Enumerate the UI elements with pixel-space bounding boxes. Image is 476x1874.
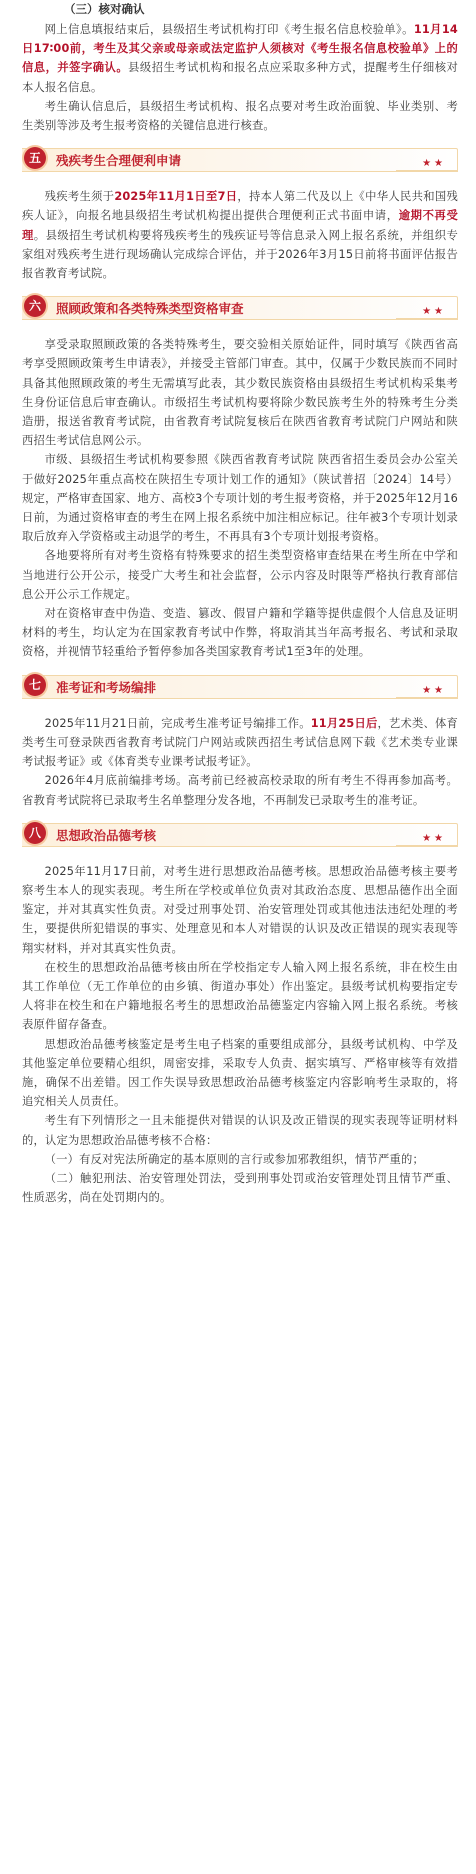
star-icon: ★★ [422, 684, 446, 696]
s6-paragraph-2: 市级、县级招生考试机构要参照《陕西省教育考试院 陕西省招生委员会办公室关于做好2025年重点高校在陕招生专项计划工作的通知》（陕试普招〔2024〕14号）规定，严格审查国家、地方、高校3个专项计划的考生报考资格，并于2025年12月16日前，为通过资格审查的考生在网上报名系统中加注相应标记。往年被3个专项计划录取后放弃入学资格或主动退学的考生，不再具有3个专项计划报考资格。 [22, 453, 458, 544]
section-title: 思想政治品德考核 [56, 827, 157, 843]
s3-deadline-highlight: 11月14日17∶00前，考生及其父亲或母亲或法定监护人须核对《考生报名信息校验单》上的信息，并签字确认。 [22, 23, 458, 75]
section-number-badge: 七 [24, 674, 46, 696]
section-underline [396, 170, 458, 172]
s8-paragraph-1: 2025年11月17日前，对考生进行思想政治品德考核。思想政治品德考核主要考察考生本人的现实表现。考生所在学校或单位负责对其政治态度、思想品德作出全面鉴定，并对其真实性负责。对受过刑事处罚、治安管理处罚或其他违法违纪处理的考生，要提供所犯错误的事实、处理意见和本人对错误的认识及改正错误的现实表现等翔实材料，并对其真实性负责。 [22, 864, 458, 955]
s5-paragraph-1: 残疾考生须于2025年11月1日至7日，持本人第二代及以上《中华人民共和国残疾人证》，向报名地县级招生考试机构提出提供合理便利正式书面申请，逾期不再受理。县级招生考试机构要将残疾考生的残疾证号等信息录入网上报名系统，并组织专家组对残疾考生进行现场确认完成综合评估，并于2026年3月15日前将书面评估报告报省教育考试院。 [22, 190, 458, 281]
s7-paragraph-1: 2025年11月21日前，完成考生准考证号编排工作。11月25日后，艺术类、体育类考生可登录陕西省教育考试院门户网站或陕西招生考试信息网下载《艺术类专业课考试报考证》或《体育类专业课考试报考证》。 [22, 716, 459, 769]
s3-paragraph-2: 考生确认信息后，县级招生考试机构、报名点要对考生政治面貌、毕业类别、考生类别等涉及考生报考资格的关键信息进行核查。 [22, 99, 458, 133]
section-number-badge: 六 [24, 295, 46, 317]
section-number-badge: 八 [24, 822, 46, 844]
section-title: 准考证和考场编排 [56, 679, 157, 695]
section-header-6 [22, 294, 458, 320]
star-icon: ★★ [422, 832, 446, 844]
section-title: 照顾政策和各类特殊类型资格审查 [56, 301, 244, 317]
s3-paragraph-1: 网上信息填报结束后，县级招生考试机构打印《考生报名信息校验单》。11月14日17∶00前，考生及其父亲或母亲或法定监护人须核对《考生报名信息校验单》上的信息，并签字确认。县级招生考试机构和报名点应采取多种方式，提醒考生仔细核对本人报名信息。 [22, 23, 458, 94]
section-underline [396, 697, 458, 699]
section-number-badge: 五 [24, 147, 46, 169]
s7-date-highlight: 11月25日后 [310, 716, 378, 730]
section-header-5 [22, 146, 458, 172]
s8-paragraph-4: 考生有下列情形之一且未能提供对错误的认识及改正错误的现实表现等证明材料的，认定为思想政治品德考核不合格： [22, 1114, 458, 1147]
section-title: 残疾考生合理便利申请 [56, 153, 182, 169]
section-header-8 [22, 821, 458, 847]
s8-paragraph-3: 思想政治品德考核鉴定是考生电子档案的重要组成部分，县级考试机构、中学及其他鉴定单位要精心组织，周密安排，采取专人负责、据实填写、严格审核等有效措施，确保不出差错。因工作失误导致思想政治品德考核鉴定内容影响考生录取的，将追究相关人员责任。 [22, 1037, 458, 1109]
s8-paragraph-5: （一）有反对宪法所确定的基本原则的言行或参加邪教组织，情节严重的； [44, 1152, 424, 1166]
star-icon: ★★ [422, 306, 446, 318]
section-header-7 [22, 673, 458, 699]
section-underline [396, 318, 458, 320]
s5-overdue-highlight: 逾期不再受理 [22, 209, 458, 242]
s6-paragraph-4: 对在资格审查中伪造、变造、篡改、假冒户籍和学籍等提供虚假个人信息及证明材料的考生，均认定为在国家教育考试中作弊，将取消其当年高考报名、考试和录取资格，并视情节轻重给予暂停参加各类国家教育考试1至3年的处理。 [22, 607, 458, 659]
s5-date-highlight: 2025年11月1日至7日 [114, 190, 238, 204]
star-icon: ★★ [422, 158, 446, 170]
s8-paragraph-2: 在校生的思想政治品德考核由所在学校指定专人输入网上报名系统，非在校生由其工作单位（无工作单位的由乡镇、街道办事处）作出鉴定。县级考试机构要指定专人将非在校生和在户籍地报名考生的思想政治品德鉴定内容输入网上报名系统。考核表原件留存备查。 [22, 960, 458, 1032]
section-underline [396, 845, 458, 847]
s7-paragraph-2: 2026年4月底前编排考场。高考前已经被高校录取的所有考生不得再参加高考。省教育考试院将已录取考生名单整理分发各地，不再制发已录取考生的准考证。 [22, 774, 458, 807]
sub-heading-verification: （三）核对确认 [64, 2, 145, 16]
s6-paragraph-3: 各地要将所有对考生资格有特殊要求的招生类型资格审查结果在考生所在中学和当地进行公开公示，接受广大考生和社会监督，公示内容及时限等严格执行教育部信息公开公示工作规定。 [22, 549, 458, 601]
s6-paragraph-1: 享受录取照顾政策的各类特殊考生，要交验相关原始证件，同时填写《陕西省高考享受照顾政策考生申请表》，并接受主管部门审查。其中，仅属于少数民族而不同时具备其他照顾政策的考生无需填写此表，其少数民族资格由县级招生考试机构采集考生身份证信息后审查确认。市级招生考试机构要将除少数民族考生外的特殊考生分类造册，报送省教育考试院，由省教育考试院复核后在陕西省教育考试院门户网站和陕西招生考试信息网公示。 [22, 338, 458, 448]
s8-paragraph-6: （二）触犯刑法、治安管理处罚法，受到刑事处罚或治安管理处罚且情节严重、性质恶劣，尚在处罚期内的。 [22, 1171, 458, 1205]
